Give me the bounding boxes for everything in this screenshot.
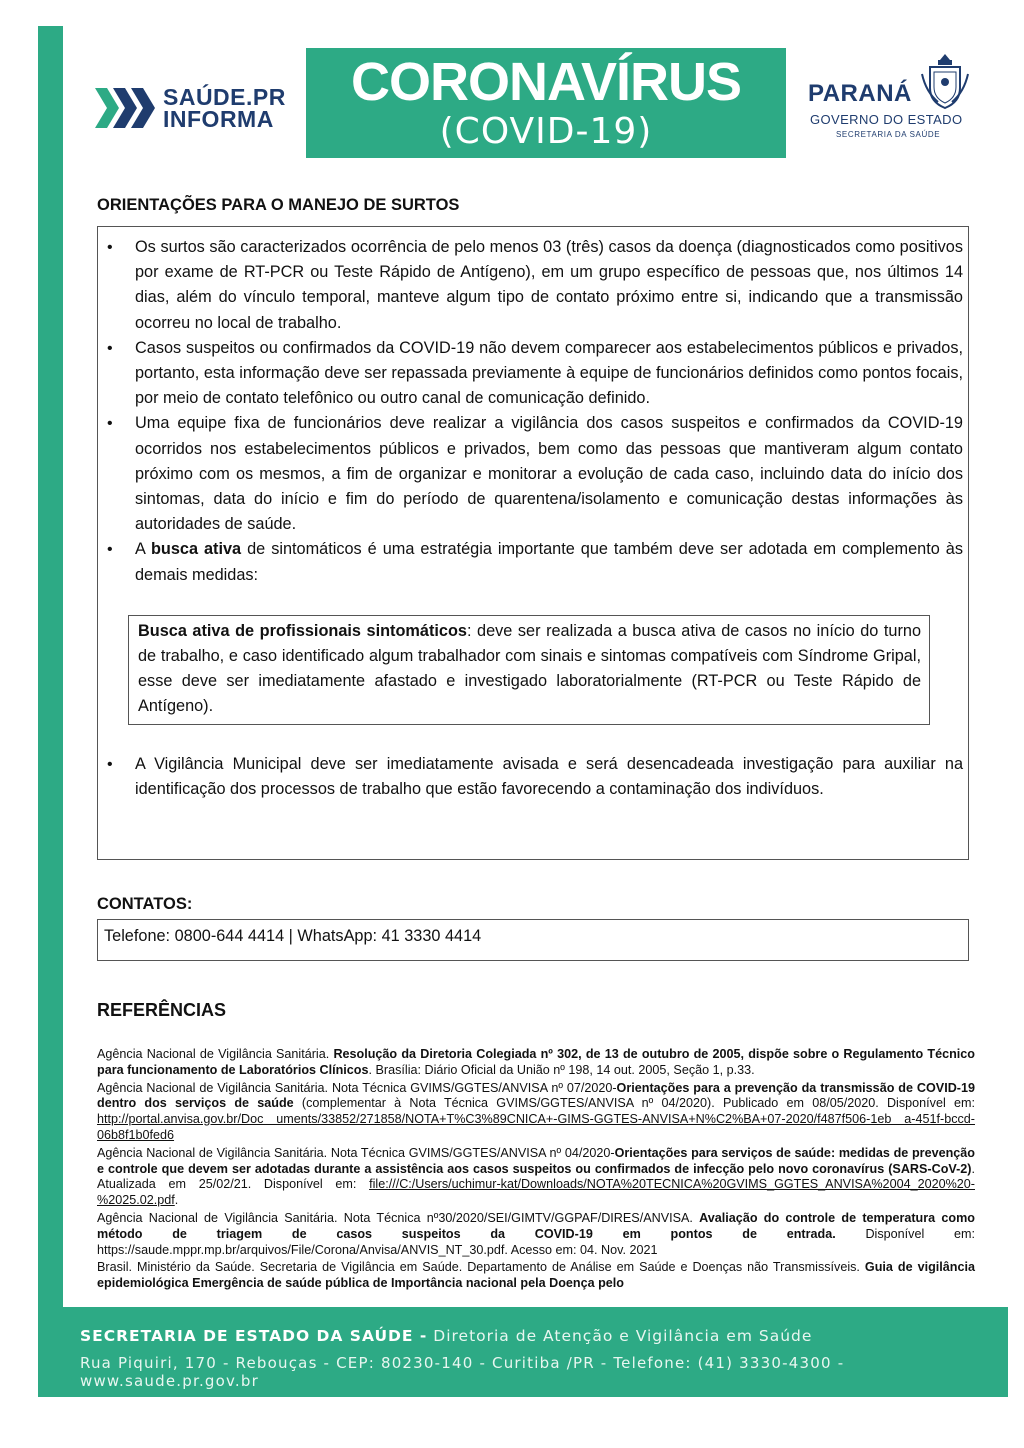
reference-item xyxy=(97,1047,975,1079)
footer-dept: Diretoria de Atenção e Vigilância em Saúde xyxy=(427,1327,813,1345)
ref-text: . Atualizada em 25/02/21. Disponível em: xyxy=(97,1161,975,1192)
ref-bold: Resolução da Diretoria Colegiada nº 302, de 13 de outubro de 2005, dispõe sobre o Regulamento Técnico para funcionamento de Laboratórios Clínicos xyxy=(97,1047,975,1077)
ref-text: . xyxy=(174,1193,179,1208)
manejo-bullet-list xyxy=(98,235,963,588)
parana-governo-logo xyxy=(808,52,978,147)
b4-post: de sintomáticos é uma estratégia importante que também deve ser adotada em complemento às demais medidas: xyxy=(135,540,963,584)
list-item xyxy=(98,537,963,587)
references-list xyxy=(97,1047,975,1294)
list-item: • Os surtos são caracterizados ocorrência de pelo menos 03 (três) casos da doença (diagnosticados como positivos por exame de RT-PCR ou Teste Rápido de Antígeno), em um grupo específico de pessoas que, nos últimos 14 dias, além do vínculo temporal, manteve algum tipo de contato próximo entre si, indicando que a transmissão ocorreu no local de trabalho. xyxy=(98,235,963,336)
b4-bold: busca ativa xyxy=(150,540,242,559)
list-item: • Uma equipe fixa de funcionários deve realizar a vigilância dos casos suspeitos e confirmados da COVID-19 ocorridos nos estabelecimentos públicos e privados, bem como das pessoas que mantiveram algum contato próximo com os mesmos, a fim de organizar e monitorar a evolução de cada caso, incluindo data do início dos sintomas, data do início e fim do período de quarentena/isolamento e comunicação destas informações às autoridades de saúde. xyxy=(98,411,963,537)
ref-text: Agência Nacional de Vigilância Sanitária. Nota Técnica GVIMS/GGTES/ANVISA nº 04/2020- xyxy=(97,1145,615,1160)
footer-line1 xyxy=(80,1327,812,1345)
brand-left-line2: INFORMA xyxy=(163,106,274,132)
referencias-title: REFERÊNCIAS xyxy=(97,1000,227,1020)
ref-text: Agência Nacional de Vigilância Sanitária. xyxy=(97,1047,334,1061)
list-item: • A Vigilância Municipal deve ser imediatamente avisada e será desencadeada investigação para auxiliar na identificação dos processos de trabalho que estão favorecendo a contaminação dos indivíduos. xyxy=(98,752,963,802)
coat-of-arms-icon xyxy=(920,52,970,110)
footer-org: SECRETARIA DE ESTADO DA SAÚDE - xyxy=(80,1327,428,1345)
reference-item xyxy=(97,1081,975,1144)
contatos-title: CONTATOS: xyxy=(97,895,193,913)
footer-bar xyxy=(38,1307,1008,1397)
brand-right-line2: GOVERNO DO ESTADO xyxy=(810,112,963,127)
list-item: • Casos suspeitos ou confirmados da COVID-19 não devem comparecer aos estabelecimentos públicos e privados, portanto, esta informação deve ser repassada previamente à equipe de funcionários definidos como pontos focais, por meio de contato telefônico ou outro canal de comunicação definido. xyxy=(98,336,963,412)
brand-right-line3: SECRETARIA DA SAÚDE xyxy=(836,130,941,139)
ref-bold: Avaliação do controle de temperatura como método de triagem de casos suspeitos da COVID-19 em pontos de entrada. xyxy=(97,1210,975,1241)
busca-ativa-box xyxy=(128,615,930,725)
chevrons-icon xyxy=(95,88,159,128)
ref-text: (complementar à Nota Técnica GVIMS/GGTES/ANVISA nº 04/2020). Publicado em 08/05/2020. Disponível em: xyxy=(293,1096,975,1111)
manejo-title: ORIENTAÇÕES PARA O MANEJO DE SURTOS xyxy=(97,196,460,214)
manejo-box xyxy=(97,226,969,860)
banner-subtitle: (COVID-19) xyxy=(439,111,653,152)
ref-bold: Orientações para serviços de saúde: medidas de prevenção e controle que devem ser adotadas durante a assistência aos casos suspeitos ou confirmados de infecção pelo novo coronavírus (SARS-CoV-2) xyxy=(97,1145,975,1176)
inner-text: : deve ser realizada a busca ativa de casos no início do turno de trabalho, e caso identificado algum trabalhador com sinais e sintomas compatíveis com Síndrome Gripal, esse deve ser imediatamente afastado e investigado laboratorialmente (RT-PCR ou Teste Rápido de Antígeno). xyxy=(138,621,921,716)
footer-address: Rua Piquiri, 170 - Rebouças - CEP: 80230-140 - Curitiba /PR - Telefone: (41) 3330-4300 - www.saude.pr.gov.br xyxy=(80,1354,845,1390)
ref-text: Agência Nacional de Vigilância Sanitária. Nota Técnica GVIMS/GGTES/ANVISA nº 07/2020- xyxy=(97,1080,617,1095)
reference-item xyxy=(97,1211,975,1258)
ref-bold: Guia de vigilância epidemiológica Emergência de saúde pública de Importância nacional pela Doença pelo xyxy=(97,1260,975,1291)
ref-text: Brasil. Ministério da Saúde. Secretaria de Vigilância em Saúde. Departamento de Análise em Saúde e Doenças não Transmissíveis. xyxy=(97,1260,865,1275)
manejo-bullet-list-2 xyxy=(98,752,963,802)
b4-pre: A xyxy=(135,540,151,559)
brand-right-name: PARANÁ xyxy=(808,80,912,107)
left-accent-bar xyxy=(38,26,63,1396)
contatos-box xyxy=(97,919,969,961)
reference-item xyxy=(97,1146,975,1209)
reference-item xyxy=(97,1260,975,1292)
inner-bold: Busca ativa de profissionais sintomáticos xyxy=(138,621,467,640)
ref-text: . Brasília: Diário Oficial da União nº 198, 14 out. 2005, Seção 1, p.33. xyxy=(368,1062,755,1077)
ref-link[interactable]: http://portal.anvisa.gov.br/Doc uments/33852/271858/NOTA+T%C3%89CNICA+-GIMS-GGTES-ANVISA+N%C2%BA+07-2020/f487f506-1eb a-451f-bccd-06b8f1b0fed6 xyxy=(97,1112,975,1142)
brand-left-line1: SAÚDE.PR xyxy=(163,84,286,110)
ref-text: Agência Nacional de Vigilância Sanitária. Nota Técnica nº30/2020/SEI/GIMTV/GGPAF/DIRES/ANVISA. xyxy=(97,1210,700,1225)
banner-title: CORONAVÍRUS xyxy=(350,52,742,112)
coronavirus-banner xyxy=(306,48,786,158)
ref-link[interactable]: file:///C:/Users/uchimur-kat/Downloads/NOTA%20TECNICA%20GVIMS_GGTES_ANVISA%2004_2020%20-%2025.02.pdf xyxy=(97,1177,975,1208)
ref-bold: Orientações para a prevenção da transmissão de COVID-19 dentro dos serviços de saúde xyxy=(97,1080,975,1111)
ref-text: Disponível em: https://saude.mppr.mp.br/arquivos/File/Corona/Anvisa/ANVIS_NT_30.pdf. Acesso em: 04. Nov. 2021 xyxy=(97,1226,975,1257)
contatos-text: Telefone: 0800-644 4414 | WhatsApp: 41 3330 4414 xyxy=(104,927,482,945)
